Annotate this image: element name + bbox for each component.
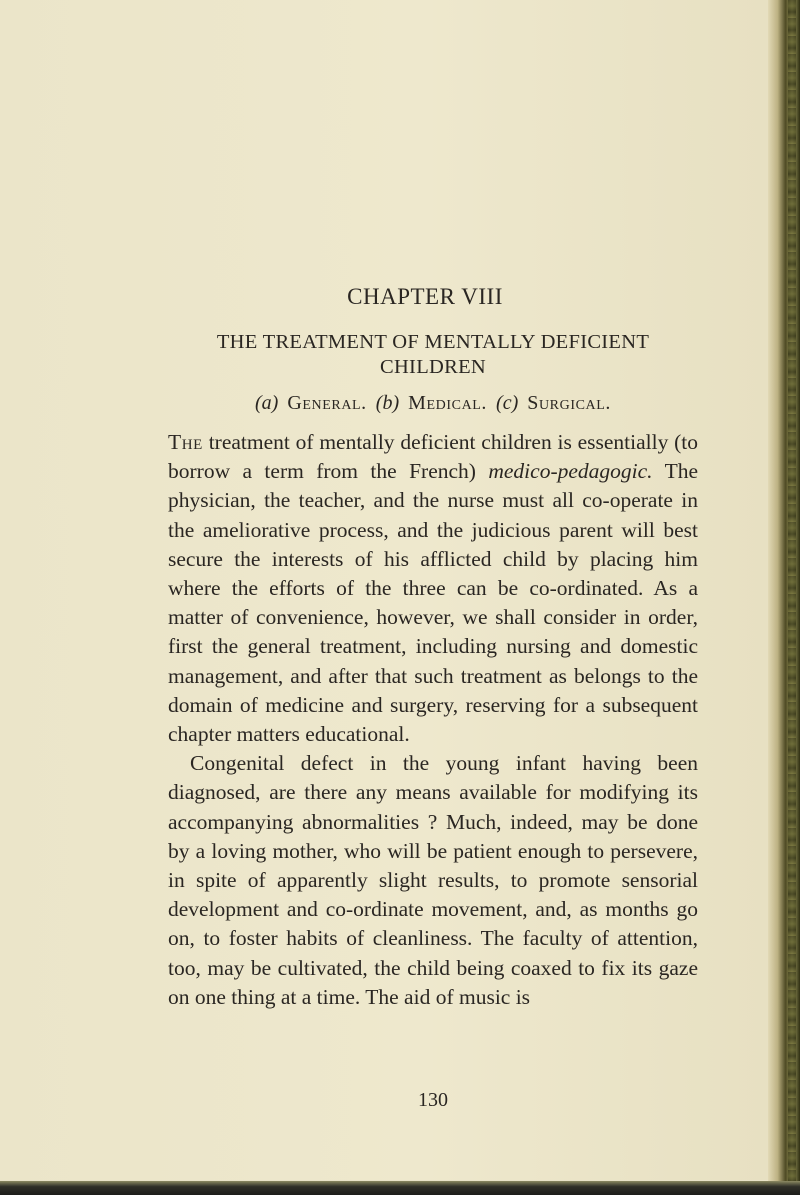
page-edge-texture — [788, 0, 796, 1195]
page-number: 130 — [418, 1089, 448, 1111]
subtitle-b-label: (b) — [375, 392, 400, 414]
paragraph-1-part2: The physician, the teacher, and the nurse must all co-operate in the ameliorative process, and the judicious parent will best secure the interests of his afflicted child by placing him where the efforts of the three can be co-ordinated. As a matter of convenience, however, we shall consider in order, first the general treatment, including nursing and domestic management, and after that such treatment as belongs to the domain of medicine and surgery, reserving for a subsequent chapter matters educational. — [168, 459, 698, 747]
subtitle-a-label: (a) — [255, 392, 279, 414]
chapter-title: THE TREATMENT OF MENTALLY DEFICIENT CHILDREN — [216, 331, 650, 378]
subtitle-c-label: (c) — [496, 392, 519, 414]
chapter-heading: CHAPTER VIII — [347, 284, 503, 309]
paragraph-1-lead: The — [168, 430, 203, 454]
paragraph-1 — [168, 428, 698, 749]
paragraph-1-italic: medico-pedagogic. — [488, 459, 653, 484]
body-text — [168, 428, 698, 1012]
section-subtitle — [168, 392, 698, 415]
subtitle-a-text: General. — [287, 392, 367, 414]
subtitle-c-text: Surgical. — [527, 392, 611, 414]
paragraph-1-part1: treatment of mentally deficient children is essentially (to borrow a term from the French) — [168, 430, 698, 484]
subtitle-b-text: Medical. — [408, 392, 488, 414]
paragraph-2: Congenital defect in the young infant having been diagnosed, are there any means available for modifying its accompanying abnormalities ? Much, indeed, may be done by a loving mother, who will be patient enough to persevere, in spite of apparently slight results, to promote sensorial development and co-ordinate movement, and, as months go on, to foster habits of cleanliness. The faculty of attention, too, may be cultivated, the child being coaxed to fix its gaze on one thing at a time. The aid of music is — [168, 751, 698, 1009]
bottom-binding-shadow — [0, 1181, 800, 1195]
